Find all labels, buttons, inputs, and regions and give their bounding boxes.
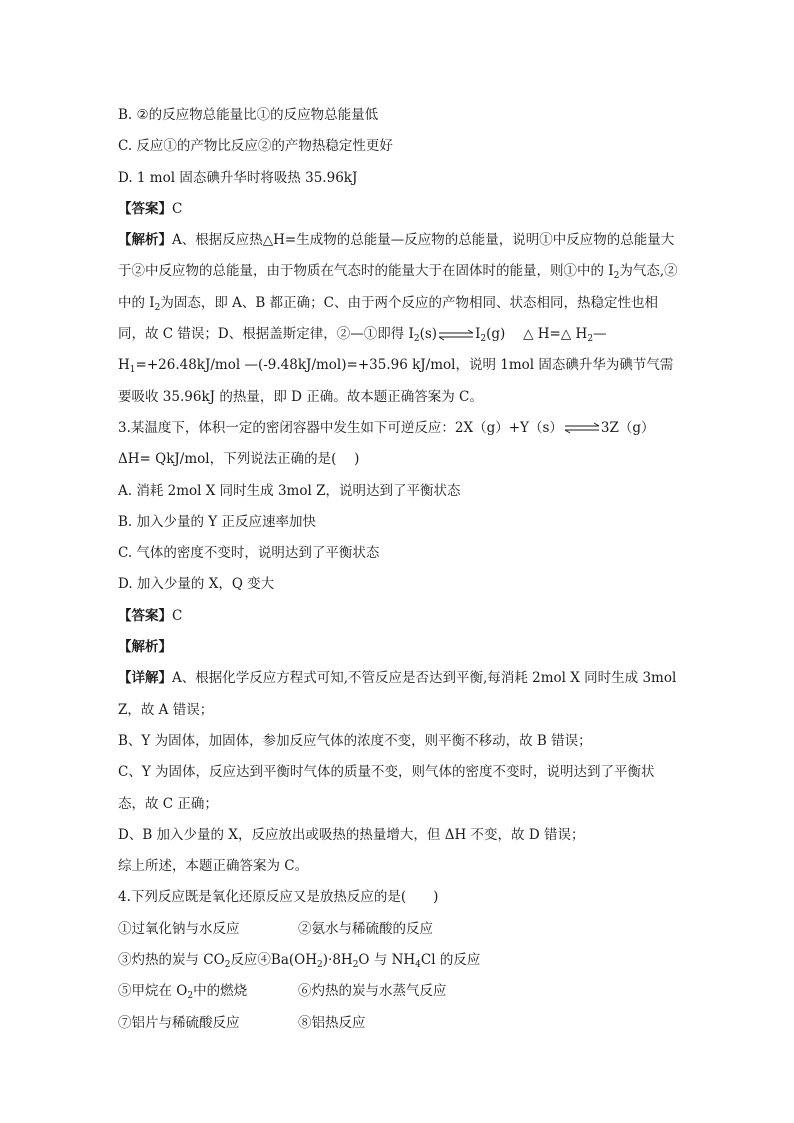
- q2-option-d: D. 1 mol 固态碘升华时将吸热 35.96kJ: [118, 169, 358, 186]
- q3-summary: 综上所述，本题正确答案为 C。: [118, 858, 309, 875]
- answer-tag: 【答案】: [118, 607, 172, 624]
- q3-detail-a: 【详解】A、根据化学反应方程式可知,不管反应是否达到平衡,每消耗 2mol X 同时生成 3mol Z，故 A 错误；: [118, 670, 677, 718]
- q3-stem-cont: ΔH= QkJ/mol，下列说法正确的是( ): [118, 451, 360, 468]
- q3-option-a: A. 消耗 2mol X 同时生成 3mol Z，说明达到了平衡状态: [118, 482, 461, 499]
- q3-detail-b: B、Y 为固体，加固体，参加反应气体的浓度不变，则平衡不移动，故 B 错误；: [118, 732, 592, 749]
- q3-stem: 3.某温度下，体积一定的密闭容器中发生如下可逆反应：2X（g）+Y（s） 3Z（g）: [118, 419, 655, 436]
- equilibrium-arrow-icon: [438, 329, 474, 341]
- q3-answer: [118, 601, 678, 632]
- equilibrium-arrow-icon: [564, 422, 600, 434]
- answer-tag: 【答案】: [118, 200, 172, 217]
- q2-answer: [118, 194, 678, 225]
- document-body: [118, 100, 678, 1039]
- q4-items-1-2: ①过氧化钠与水反应 ②氨水与稀硫酸的反应: [118, 920, 433, 937]
- answer-value: C: [172, 607, 183, 624]
- q4-items-5-6: ⑤甲烷在 $O_2$中的燃烧 ⑥灼热的炭与水蒸气反应: [118, 983, 447, 1002]
- detail-tag: 【详解】: [118, 670, 172, 687]
- q2-option-b: B. ②的反应物总能量比①的反应物总能量低: [118, 107, 379, 123]
- q2-analysis: 【解析】A、根据反应热△H=生成物的总能量—反应物的总能量，说明①中反应物的总能量大于②中反应物的总能量，由于物质在气态时的能量大于在固体时的能量，则①中的 $I_2$为气态,②中的 $I_2$为固态，即 A、B 都正确；C、由于两个反应的产物相同、状态相同，热稳定性也相同，故 C 错误；D、根据盖斯定律，②—①即得 $I_2(s)$ $I_2(g)$ △ H=△ $H_2—H_1=+26.48kJ$/mol —(-9.48kJ/mol)=+35.96 kJ/mol，说明 1mol 固态碘升华为碘节气需要吸收 35.96kJ 的热量，即 D 正确。故本题正确答案为 C。: [118, 232, 678, 405]
- q3-detail-d: D、B 加入少量的 X，反应放出或吸热的热量增大，但 ΔH 不变，故 D 错误；: [118, 826, 585, 843]
- q3-analysis-tag: 【解析】: [118, 639, 172, 656]
- q2-option-c: C. 反应①的产物比反应②的产物热稳定性更好: [118, 138, 393, 155]
- q4-stem: 4.下列反应既是氧化还原反应又是放热反应的是( ): [118, 889, 439, 906]
- analysis-tag: 【解析】: [118, 232, 172, 249]
- q3-detail-c: C、Y 为固体，反应达到平衡时气体的质量不变，则气体的密度不变时，说明达到了平衡状态，故 C 正确；: [118, 764, 655, 812]
- q4-items-7-8: ⑦铝片与稀硫酸反应 ⑧铝热反应: [118, 1014, 366, 1031]
- delta-symbol: △: [262, 232, 274, 249]
- answer-value: C: [172, 200, 183, 217]
- q3-option-c: C. 气体的密度不变时，说明达到了平衡状态: [118, 545, 380, 562]
- q3-option-b: B. 加入少量的 Y 正反应速率加快: [118, 513, 316, 530]
- q3-option-d: D. 加入少量的 X，Q 变大: [118, 576, 275, 593]
- q4-items-3-4: ③灼热的炭与 $CO_2$反应$④Ba(OH_2)\cdot 8H_2O$ 与 $NH_4Cl$ 的反应: [118, 952, 481, 971]
